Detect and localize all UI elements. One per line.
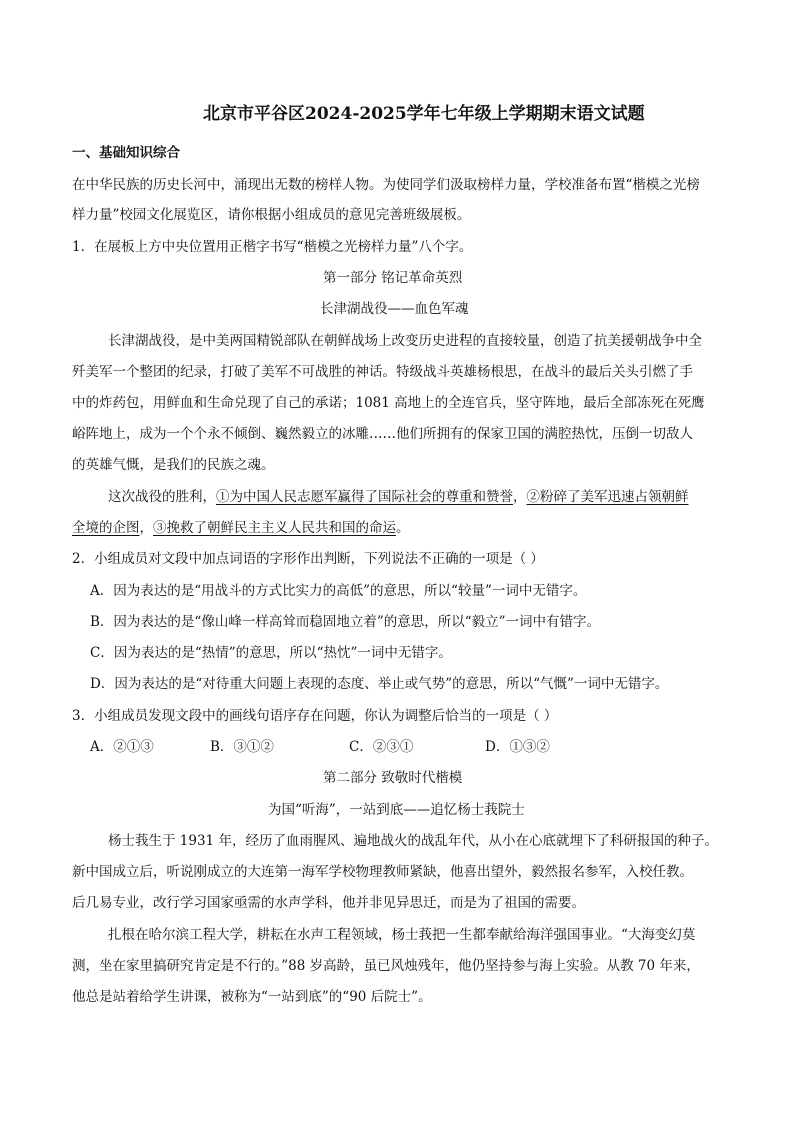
question-2-option-a: A．因为表达的是“用战斗的方式比实力的高低”的意思，所以“较量”一词中无错字。 [90, 583, 587, 599]
passage-1-line-1: 长津湖战役，是中美两国精锐部队在朝鲜战场上改变历史进程的直接较量，创造了抗美援朝战争中全 [108, 333, 702, 349]
passage-1-line-3: 中的炸药包，用鲜血和生命兑现了自己的承诺；1081 高地上的全连官兵，坚守阵地，最后全部冻死在死鹰 [72, 395, 705, 411]
passage-3-line-1: 杨士莪生于 1931 年，经历了血雨腥风、遍地战火的战乱年代，从小在心底就埋下了科研报国的种子。 [108, 833, 718, 849]
comma: ， [139, 520, 153, 536]
passage-4-line-3: 他总是站着给学生讲课，被称为“一站到底”的“90 后院士”。 [72, 989, 432, 1005]
passage-1-line-5: 的英雄气慨，是我们的民族之魂。 [72, 457, 275, 473]
question-3-option-d: D．①③② [485, 739, 550, 755]
question-3-option-a: A．②①③ [90, 739, 154, 755]
question-2-option-d: D．因为表达的是“对待重大问题上表现的态度、举止或气势”的意思，所以“气慨”一词中无错字。 [90, 676, 669, 692]
passage-1-line-4: 峪阵地上，成为一个个永不倾倒、巍然毅立的冰雕……他们所拥有的保家卫国的满腔热忱，压倒一切敌人 [72, 426, 693, 442]
question-3-option-b: B．③①② [210, 739, 274, 755]
intro-line-2: 样力量”校园文化展览区，请你根据小组成员的意见完善班级展板。 [72, 207, 471, 223]
section-heading-basic-knowledge: 一、基础知识综合 [72, 145, 180, 161]
question-2-option-c: C．因为表达的是“热情”的意思，所以“热忱”一词中无错字。 [90, 645, 452, 661]
part-1-heading: 第一部分 铭记革命英烈 [323, 270, 463, 286]
part-2-heading: 第二部分 致敬时代楷模 [323, 770, 463, 786]
passage-3-line-3: 后几易专业，改行学习国家亟需的水声学科，他并非见异思迁，而是为了祖国的需要。 [72, 895, 585, 911]
question-1: 1．在展板上方中央位置用正楷字书写“楷模之光榜样力量”八个字。 [72, 239, 473, 255]
underlined-sentence-2b: 全境的企图 [72, 520, 140, 536]
passage-2-line-2 [72, 518, 410, 538]
passage-3-line-2: 新中国成立后，听说刚成立的大连第一海军学校物理教师紧缺，他喜出望外，毅然报名参军，入校任教。 [72, 864, 693, 880]
period: 。 [396, 520, 410, 536]
passage-2-line-1 [108, 487, 689, 507]
exam-title: 北京市平谷区2024-2025学年七年级上学期期末语文试题 [203, 104, 645, 124]
passage-4-line-1: 扎根在哈尔滨工程大学，耕耘在水声工程领域，杨士莪把一生都奉献给海洋强国事业。“大海变幻莫 [108, 927, 696, 943]
question-2-stem: 2．小组成员对文段中加点词语的字形作出判断，下列说法不正确的一项是（ ） [72, 551, 544, 567]
underlined-sentence-2a: ②粉碎了美军迅速占领朝鲜 [526, 489, 689, 505]
intro-line-1: 在中华民族的历史长河中，涌现出无数的榜样人物。为使同学们汲取榜样力量，学校准备布置“楷模之光榜 [72, 177, 700, 193]
part-2-subheading: 为国“听海”，一站到底——追忆杨士莪院士 [268, 802, 525, 818]
question-2-option-b: B．因为表达的是“像山峰一样高耸而稳固地立着”的意思，所以“毅立”一词中有错字。 [90, 614, 601, 630]
comma: ， [513, 489, 527, 505]
underlined-sentence-3: ③挽救了朝鲜民主主义人民共和国的命运 [153, 520, 396, 536]
part-1-subheading: 长津湖战役——血色军魂 [320, 301, 469, 317]
question-3-stem: 3．小组成员发现文段中的画线句语序存在问题，你认为调整后恰当的一项是（ ） [72, 708, 558, 724]
passage-4-line-2: 测，坐在家里搞研究肯定是不行的。”88 岁高龄，虽已风烛残年，他仍坚持参与海上实验。从教 70 年来， [72, 958, 700, 974]
underlined-sentence-1: ①为中国人民志愿军赢得了国际社会的尊重和赞誉 [216, 489, 513, 505]
passage-1-line-2: 歼美军一个整团的纪录，打破了美军不可战胜的神话。特级战斗英雄杨根思，在战斗的最后关头引燃了手 [72, 364, 693, 380]
question-3-option-c: C．②③① [349, 739, 414, 755]
passage-2-start: 这次战役的胜利， [108, 489, 216, 505]
